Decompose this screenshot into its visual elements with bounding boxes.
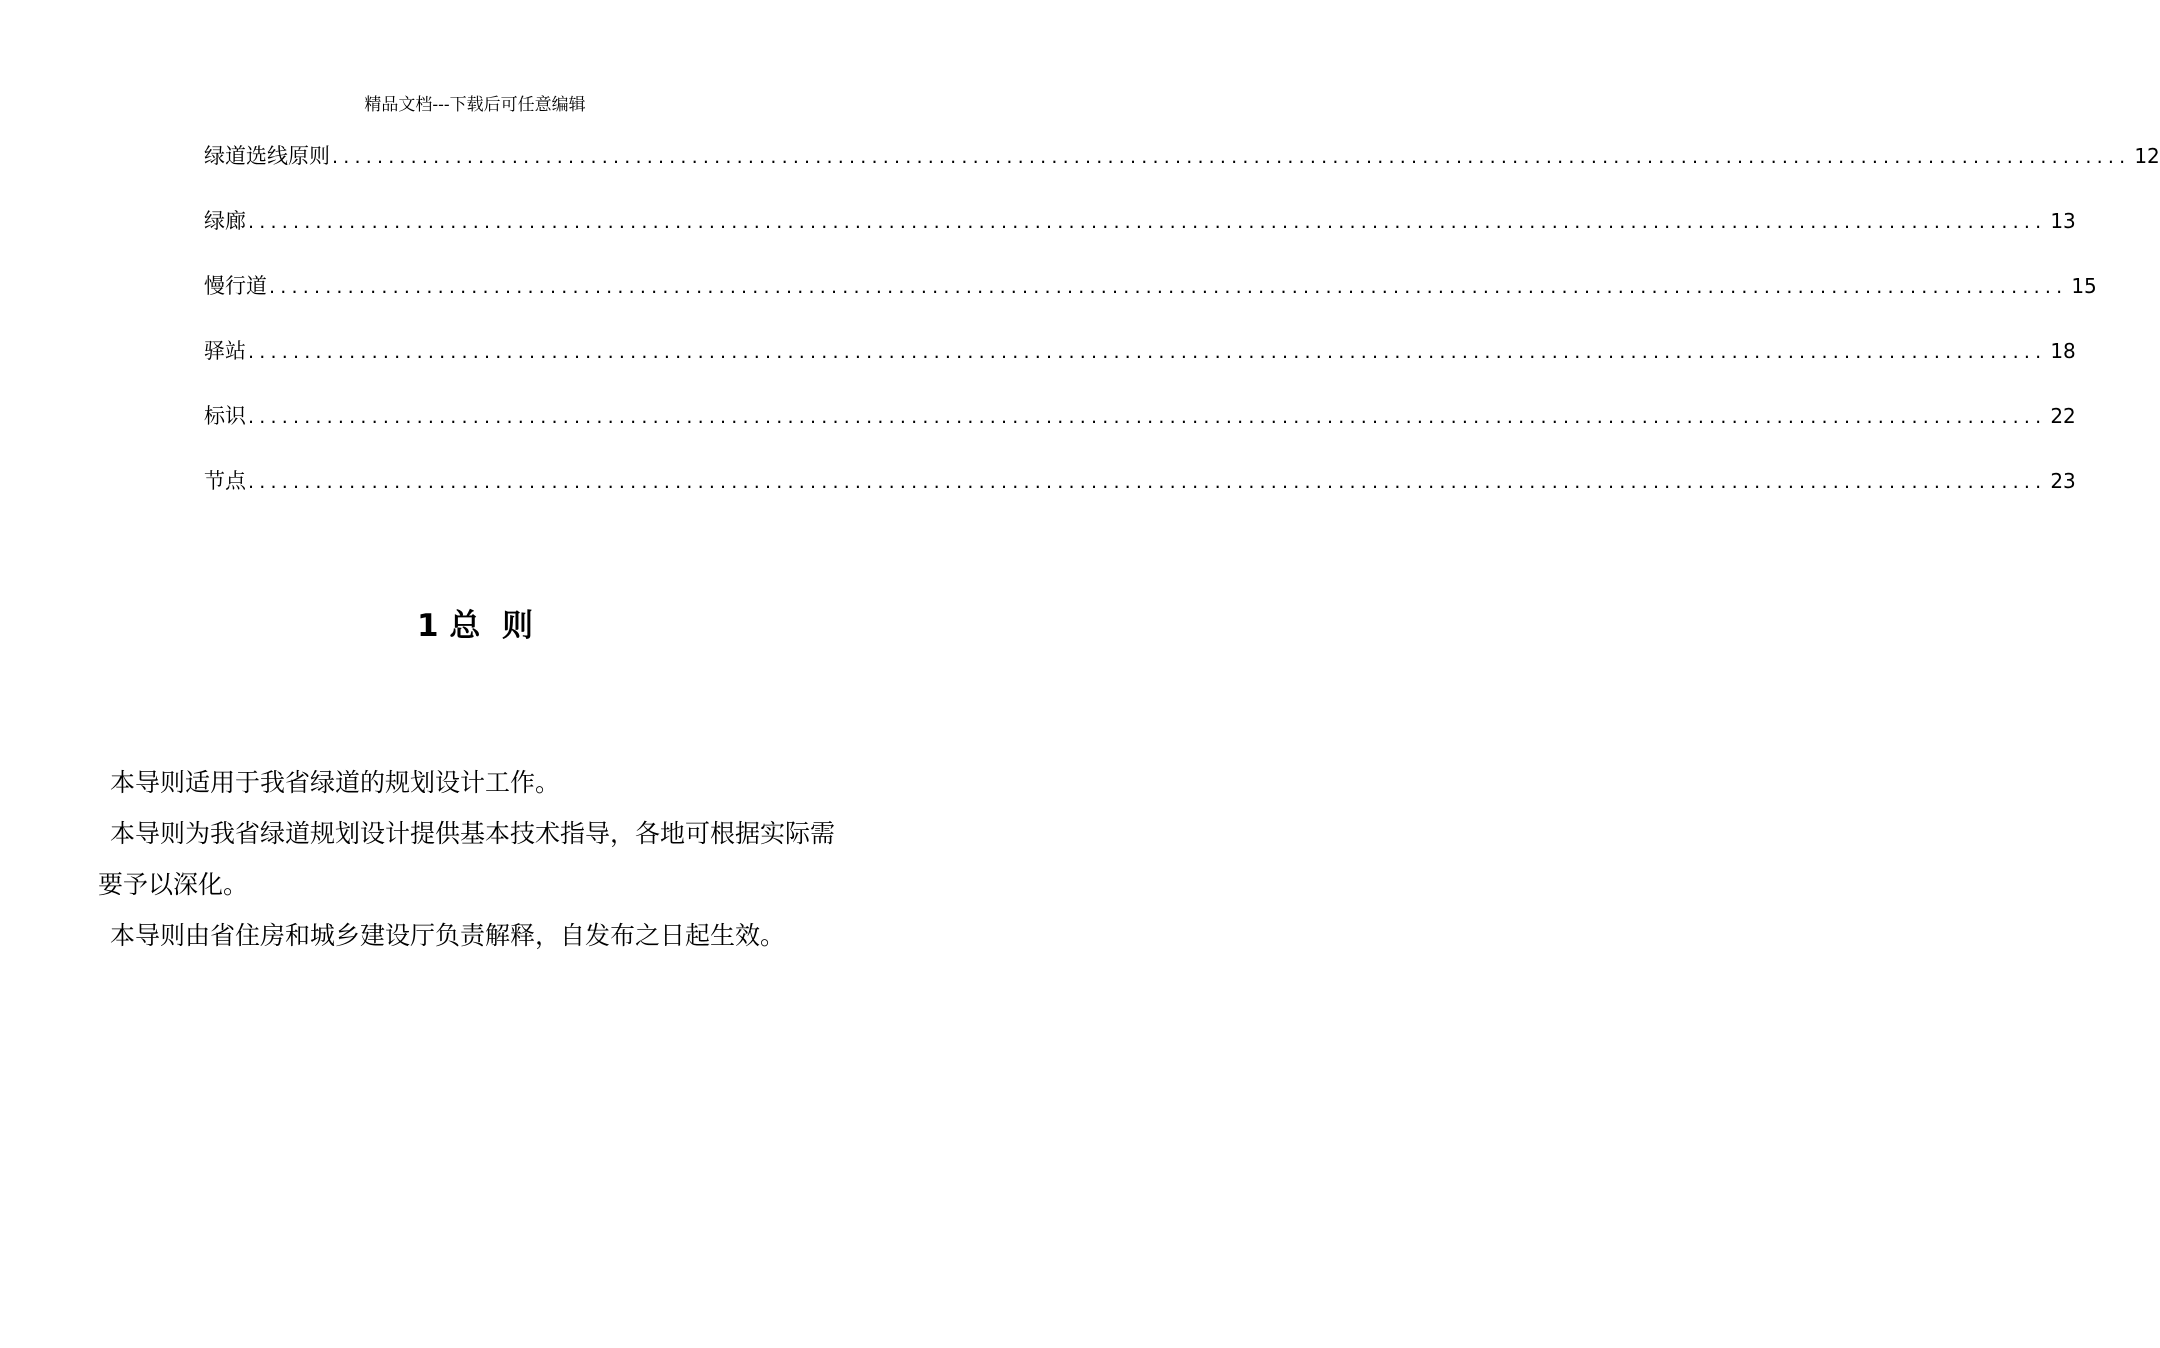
toc-entry[interactable] — [204, 270, 2097, 335]
body-paragraph: 本导则由省住房和城乡建设厅负责解释，自发布之日起生效。 — [110, 921, 786, 950]
toc-dot-leader: ................................................................................................................................................................ — [332, 146, 2131, 168]
toc-entry-page: 22 — [2050, 404, 2076, 428]
toc-entry-page: 18 — [2050, 339, 2076, 363]
toc-dot-leader: ................................................................................................................................................................ — [248, 471, 2047, 493]
toc-dot-leader: ................................................................................................................................................................ — [248, 341, 2047, 363]
body-paragraph: 本导则为我省绿道规划设计提供基本技术指导，各地可根据实际需要予以深化。 — [98, 819, 836, 899]
toc-entry[interactable] — [204, 140, 2160, 205]
toc-entry[interactable] — [204, 400, 2076, 465]
toc-entry-page: 15 — [2071, 274, 2097, 298]
toc-dot-leader: ................................................................................................................................................................ — [248, 406, 2047, 428]
table-of-contents — [204, 140, 2160, 530]
toc-entry-title: 绿道选线原则 — [204, 144, 330, 168]
toc-entry-page: 12 — [2134, 144, 2160, 168]
toc-entry-page: 23 — [2050, 469, 2076, 493]
section-heading: 1 总 则 — [417, 608, 533, 644]
toc-entry-page: 13 — [2050, 209, 2076, 233]
toc-entry-title: 驿站 — [204, 339, 246, 363]
toc-entry[interactable] — [204, 335, 2076, 400]
toc-entry-title: 标识 — [204, 404, 246, 428]
toc-entry[interactable] — [204, 465, 2076, 530]
toc-entry-title: 慢行道 — [204, 274, 267, 298]
toc-dot-leader: ................................................................................................................................................................ — [248, 211, 2047, 233]
toc-entry-title: 节点 — [204, 469, 246, 493]
toc-dot-leader: ................................................................................................................................................................ — [269, 276, 2068, 298]
page-header: 精品文档---下载后可任意编辑 — [364, 95, 586, 115]
toc-entry[interactable] — [204, 205, 2076, 270]
body-text — [98, 757, 858, 961]
body-paragraph: 本导则适用于我省绿道的规划设计工作。 — [110, 768, 561, 797]
toc-entry-title: 绿廊 — [204, 209, 246, 233]
